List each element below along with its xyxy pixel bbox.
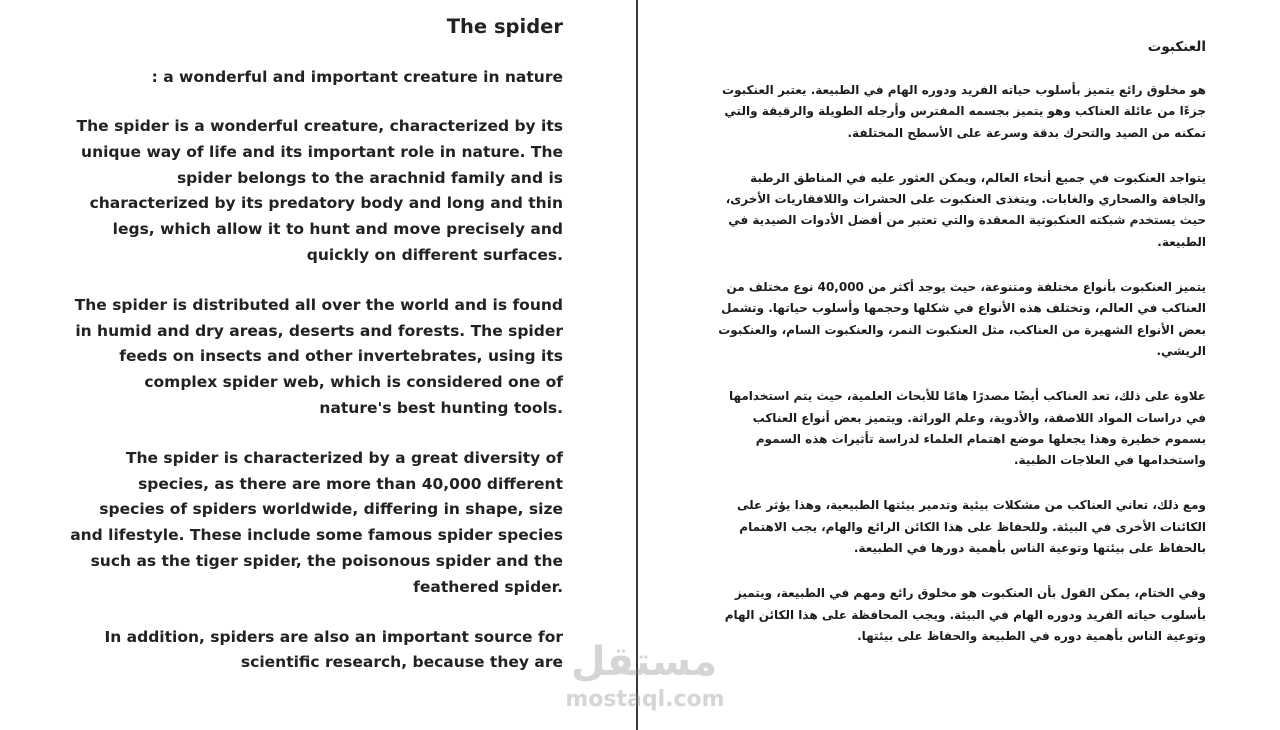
arabic-column — [716, 36, 1206, 671]
mostaql-watermark — [560, 636, 730, 722]
english-paragraph-4: In addition, spiders are also an important source for scientific research, because they are — [104, 627, 563, 672]
page-divider — [636, 0, 638, 730]
arabic-paragraph-1: هو مخلوق رائع يتميز بأسلوب حياته الفريد ودوره الهام في الطبيعة. يعتبر العنكبوت جزءًا من عائلة العناكب وهو يتميز بجسمه المفترس وأرجله الطويلة والرقيقة والتي تمكنه من الصيد والتحرك بدقة وسرعة على الأسطح المختلفة. — [722, 83, 1206, 140]
arabic-paragraph-5: ومع ذلك، تعاني العناكب من مشكلات بيئية وتدمير بيئتها الطبيعية، وهذا يؤثر على الكائنات الأخرى في البيئة. وللحفاظ على هذا الكائن الرائع والهام، يجب الاهتمام بالحفاظ على بيئتها وتوعية الناس بأهمية دورها في الطبيعة. — [736, 498, 1206, 556]
arabic-title: العنكبوت — [1147, 39, 1206, 55]
arabic-paragraph-6: وفي الختام، يمكن القول بأن العنكبوت هو مخلوق رائع ومهم في الطبيعة، ويتميز بأسلوب حياته الفريد ودوره الهام في البيئة. ويجب المحافظة على هذا الكائن الهام وتوعية الناس بأهمية دوره في الطبيعة والحفاظ على بيئتها. — [724, 586, 1206, 643]
arabic-paragraph-2: يتواجد العنكبوت في جميع أنحاء العالم، ويمكن العثور عليه في المناطق الرطبة والجافة والصحاري والغابات. ويتغذى العنكبوت على الحشرات واللافقاريات الأخرى، حيث يستخدم شبكته العنكبوتية المعقدة والتي تعتبر من أفضل الأدوات الصيدية في الطبيعة. — [725, 170, 1206, 249]
arabic-paragraph-3: يتميز العنكبوت بأنواع مختلفة ومتنوعة، حيث يوجد أكثر من 40,000 نوع مختلف من العناكب في العالم، وتختلف هذه الأنواع في شكلها وحجمها وأسلوب حياتها. وتشمل بعض الأنواع الشهيرة من العناكب، مثل العنكبوت النمر، والعنكبوت السام، والعنكبوت الريشي. — [718, 280, 1206, 358]
watermark-latin-text: mostaql.com — [565, 687, 725, 712]
english-subtitle: : a wonderful and important creature in nature — [151, 68, 563, 86]
english-paragraph-2: The spider is distributed all over the world and is found in humid and dry areas, deserts and forests. The spider feeds on insects and other invertebrates, using its complex spider web, which is considered one of nature's best hunting tools. — [74, 295, 563, 417]
english-column — [70, 10, 563, 700]
english-paragraph-3: The spider is characterized by a great diversity of species, as there are more than 40,000 different species of spiders worldwide, differing in shape, size and lifestyle. These include some famous spider species such as the tiger spider, the poisonous spider and the feathered spider. — [70, 448, 563, 596]
english-paragraph-1: The spider is a wonderful creature, characterized by its unique way of life and its important role in nature. The spider belongs to the arachnid family and is characterized by its predatory body and long and thin legs, which allow it to hunt and move precisely and quickly on different surfaces. — [76, 117, 563, 264]
english-title: The spider — [446, 15, 563, 38]
watermark-arabic-text: مستقل — [570, 639, 718, 685]
arabic-paragraph-4: علاوة على ذلك، تعد العناكب أيضًا مصدرًا هامًا للأبحاث العلمية، حيث يتم استخدامها في دراسات المواد اللاصقة، والأدوية، وعلم الوراثة. ويتميز بعض أنواع العناكب بسموم خطيرة وهذا يجعلها موضع اهتمام العلماء لدراسة تأثيرات هذه السموم واستخدامها في العلاجات الطبية. — [728, 389, 1206, 468]
